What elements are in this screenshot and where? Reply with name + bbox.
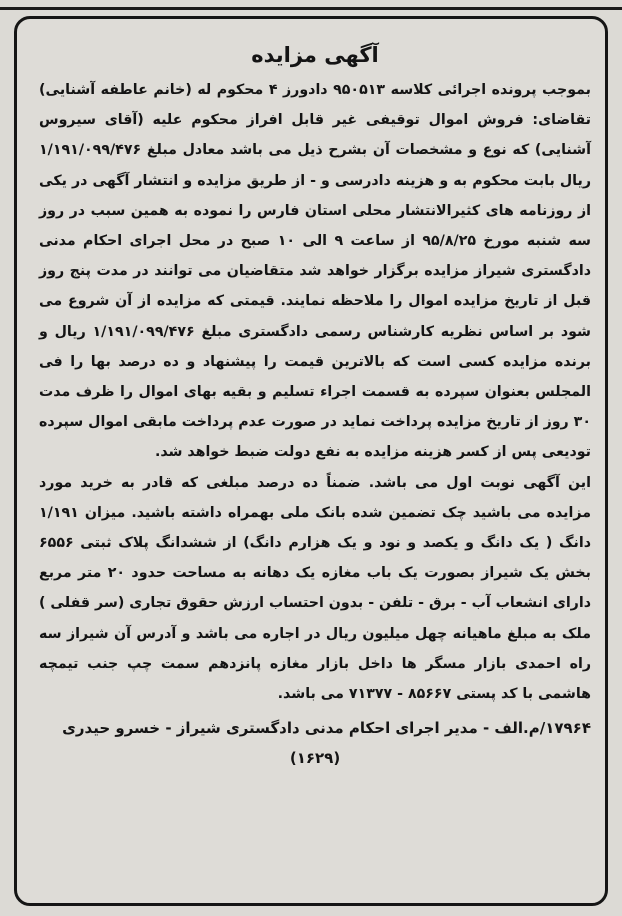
top-border-rule [0,0,622,10]
notice-paragraph-2: این آگهی نوبت اول می باشد. ضمناً ده درصد مبلغی که قادر به خرید مورد مزایده می باشید چک تضمین شده بانک ملی بهمراه داشته باشید. میزان ۱/۱۹۱ دانگ ( یک دانگ و یکصد و نود و یک هزارم دانگ) از ششدانگ پلاک ثبتی ۶۵۵۶ بخش یک شیراز بصورت یک باب مغازه یک دهانه به مساحت حدود ۲۰ متر مربع دارای انشعاب آب - برق - تلفن - بدون احتساب ارزش حقوق تجاری (سر قفلی ) ملک به مبلغ ماهیانه چهل میلیون ریال در اجاره می باشد و آدرس آن شیراز سه راه احمدی بازار مسگر ها داخل بازار مغازه پانزدهم سمت چپ جنب تیمچه هاشمی با کد پستی ۸۵۶۶۷ - ۷۱۳۷۷ می باشد. [39,474,591,703]
notice-body [39,75,591,709]
notice-code: (۱۶۲۹) [289,749,341,768]
notice-frame [14,16,608,906]
notice-paragraph-1: بموجب پرونده اجرائی کلاسه ۹۵۰۵۱۳ دادورز ۴ محکوم له (خانم عاطفه آشنایی) تقاضای: فروش اموال توقیفی غیر قابل افراز محکوم علیه (آقای سیروس آشنایی) که نوع و مشخصات آن بشرح ذیل می باشد معادل مبلغ ۱/۱۹۱/۰۹۹/۴۷۶ ریال بابت محکوم به و هزینه دادرسی و - از طریق مزایده و انتشار آگهی در یکی از روزنامه های کثیرالانتشار محلی استان فارس را نموده به همین سبب در روز سه شنبه مورخ ۹۵/۸/۲۵ از ساعت ۹ الی ۱۰ صبح در محل اجرای احکام مدنی دادگستری شیراز مزایده برگزار خواهد شد متقاضیان می توانند در مدت پنج روز قبل از تاریخ مزایده اموال را ملاحظه نمایند. قیمتی که مزایده از آن شروع می شود بر اساس نظریه کارشناس رسمی دادگستری مبلغ ۱/۱۹۱/۰۹۹/۴۷۶ ریال و برنده مزایده کسی است که بالاترین قیمت را پیشنهاد و ده درصد بها را فی المجلس بعنوان سپرده به قسمت اجراء تسلیم و بقیه بهای اموال را ظرف مدت ۳۰ روز از تاریخ مزایده پرداخت نماید در صورت عدم پرداخت مابقی اموال سپرده تودیعی پس از کسر هزینه مزایده به نفع دولت ضبط خواهد شد. [39,82,592,461]
notice-title: آگهی مزایده [251,43,379,67]
auction-notice [39,41,591,771]
notice-signature: ۱۷۹۶۴/م.الف - مدیر اجرای احکام مدنی دادگستری شیراز - خسرو حیدری [62,719,591,738]
